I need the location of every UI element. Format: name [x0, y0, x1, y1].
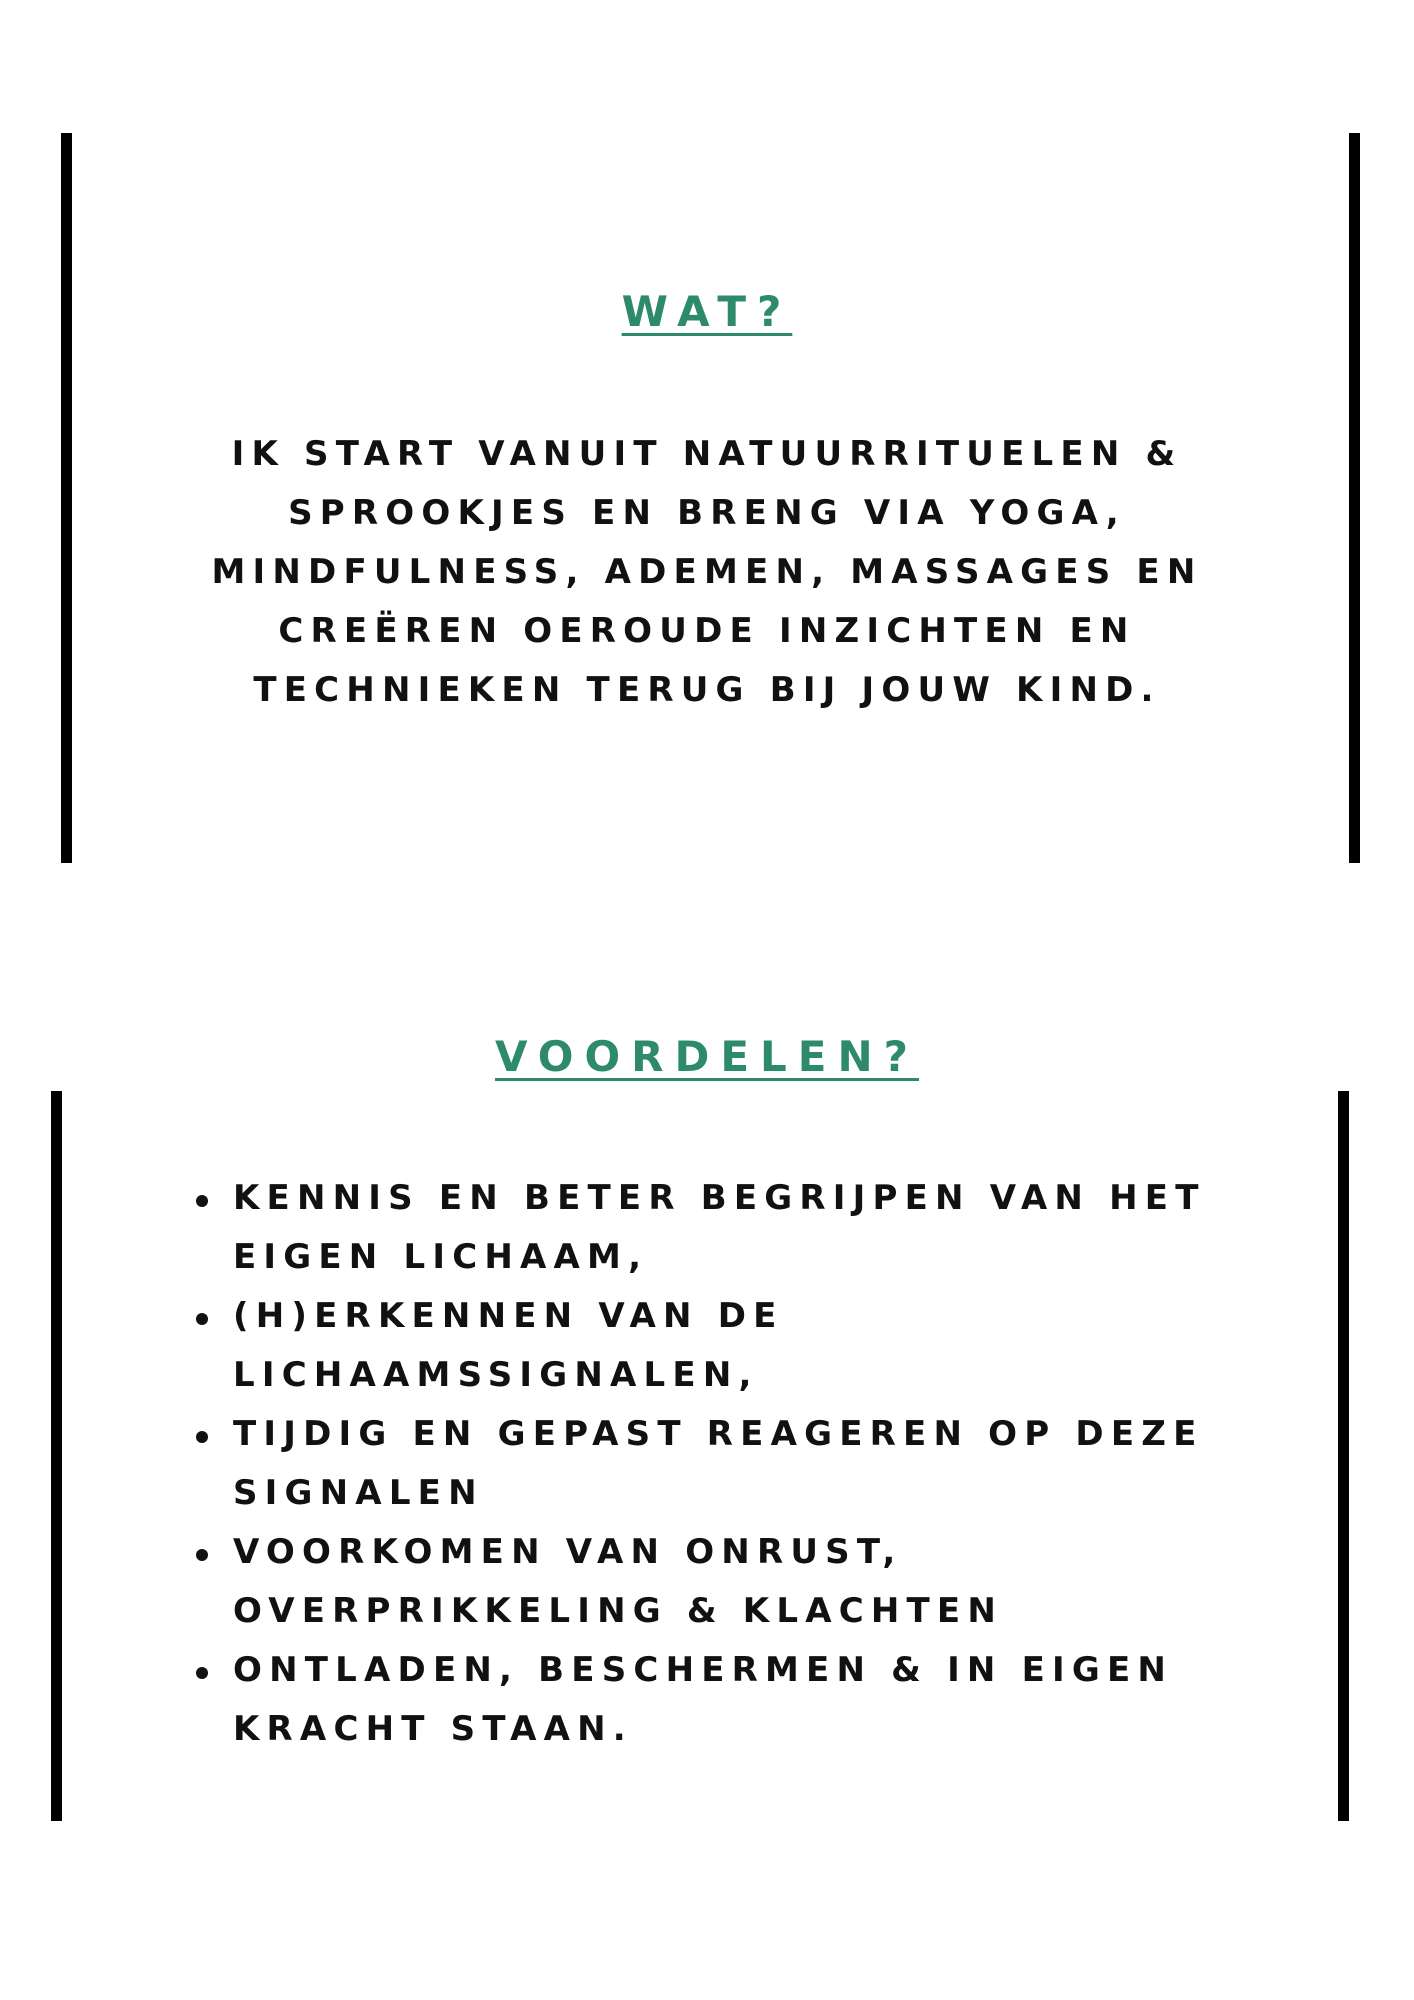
list-item-line: VOORKOMEN VAN ONRUST,: [233, 1532, 903, 1572]
list-item-line: (H)ERKENNEN VAN DE: [233, 1296, 784, 1336]
bullet-icon: [196, 1313, 208, 1325]
list-item-line: EIGEN LICHAAM,: [233, 1237, 649, 1277]
list-item-line: SIGNALEN: [233, 1473, 484, 1513]
voordelen-title: VOORDELEN?: [494, 1032, 920, 1081]
voordelen-left-bar: [51, 1091, 62, 1821]
wat-paragraph: [200, 425, 1214, 720]
list-item-line: LICHAAMSSIGNALEN,: [233, 1355, 759, 1395]
voordelen-right-bar: [1338, 1091, 1349, 1821]
list-item-line: TIJDIG EN GEPAST REAGEREN OP DEZE: [233, 1414, 1204, 1454]
benefits-list: [190, 1169, 1290, 1759]
wat-line: IK START VANUIT NATUURRITUELEN &: [231, 434, 1183, 474]
wat-right-bar: [1349, 133, 1360, 863]
bullet-icon: [196, 1195, 208, 1207]
bullet-icon: [196, 1431, 208, 1443]
bullet-icon: [196, 1667, 208, 1679]
list-item-line: OVERPRIKKELING & KLACHTEN: [233, 1591, 1003, 1631]
list-item-line: KENNIS EN BETER BEGRIJPEN VAN HET: [233, 1178, 1206, 1218]
list-item-line: KRACHT STAAN.: [233, 1709, 633, 1749]
list-item: [190, 1287, 1290, 1405]
wat-left-bar: [61, 133, 72, 863]
wat-line: MINDFULNESS, ADEMEN, MASSAGES EN: [211, 552, 1203, 592]
wat-line: TECHNIEKEN TERUG BIJ JOUW KIND.: [253, 670, 1161, 710]
wat-line: SPROOKJES EN BRENG VIA YOGA,: [288, 493, 1126, 533]
wat-line: CREËREN OEROUDE INZICHTEN EN: [278, 611, 1136, 651]
list-item-line: ONTLADEN, BESCHERMEN & IN EIGEN: [233, 1650, 1174, 1690]
list-item: [190, 1169, 1290, 1287]
bullet-icon: [196, 1549, 208, 1561]
list-item: [190, 1523, 1290, 1641]
wat-title: WAT?: [621, 287, 793, 336]
list-item: [190, 1405, 1290, 1523]
list-item: [190, 1641, 1290, 1759]
